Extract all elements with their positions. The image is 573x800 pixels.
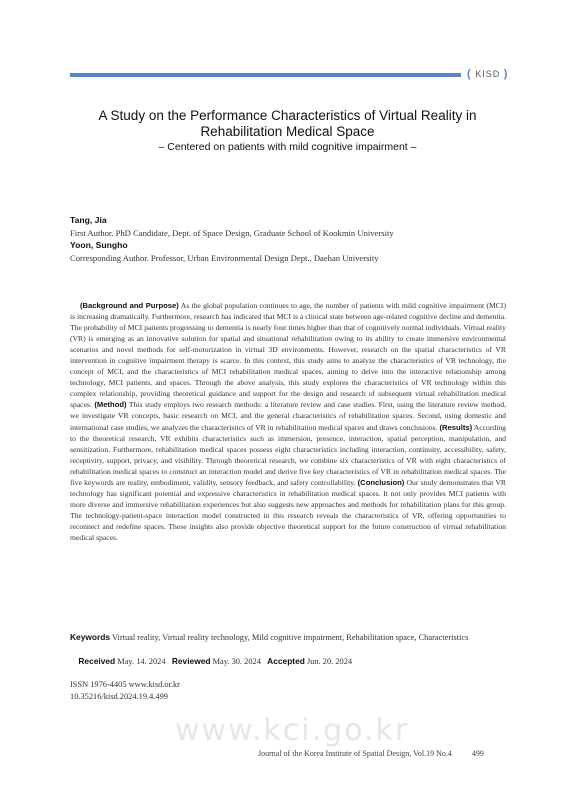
abstract-heading-method: (Method) xyxy=(94,400,127,410)
author-affiliation: First Author. PhD Candidate, Dept. of Space Design, Graduate School of Kookmin University xyxy=(70,227,394,238)
abstract-heading-background: (Background and Purpose) xyxy=(80,301,179,310)
abstract-background-text: As the global population continues to age, the number of patients with mild cognitive impairment (MCI) is increasing dramatically. Furthermore, research has indicated that MCI is a clinical state between age-related cognitive decline and dementia. The probability of MCI patients progressing to dementia is nearly four times higher than that of cognitively normal individuals. Virtual reality (VR) is emerging as an innovative solution for spatial and situational rehabilitation owing to its ability to create immersive environmental scenarios and novel methods for self-motorization in virtual 3D environments. However, research on the spatial characteristics of VR intervention in cognitive impairment therapy is scarce. In this context, this study aims to analyze the characteristics of VR technology, the concept of MCI, and the characteristics of MCI rehabilitation medical spaces, aiming to delve into the interactive relationship among technology, MCI patients, and spaces. Through the above analysis, this study explores the characteristics of VR technology within this complex relationship, providing theoretical guidance and support for the design and research of subsequent virtual rehabilitation medical spaces. xyxy=(70,301,506,410)
logo-bracket-close: ) xyxy=(503,68,509,80)
page-number: 499 xyxy=(471,749,484,758)
dates-line xyxy=(70,644,510,679)
author-name: Tang, Jia xyxy=(70,215,107,225)
author-block xyxy=(70,214,510,264)
keywords-text: Virtual reality, Virtual reality technology, Mild cognitive impairment, Rehabilitation space, Characteristics xyxy=(110,633,469,642)
watermark: www.kci.go.kr xyxy=(175,713,410,748)
accepted-label: Accepted xyxy=(267,655,305,666)
abstract-conclusion-text: Our study demonstrates that VR technology has significant potential and expressive characteristics in rehabilitation medical spaces. It not only provides MCI patients with more diverse and immersive rehabilitation experiences but also suggests new approaches and methods for rehabilitation plans for this group. The technology-patient-space interaction model constructed in this research reveals the characteristics of VR, offering opportunities to reconnect and redefine spaces. These insights also provide objective theoretical support for the future construction of virtual rehabilitation medical spaces. xyxy=(70,477,506,542)
doi-line: 10.35216/kisd.2024.19.4.499 xyxy=(70,691,168,701)
paper-subtitle: – Centered on patients with mild cognitive impairment – xyxy=(158,141,417,153)
reviewed-date: May. 30. 2024 xyxy=(210,656,268,666)
abstract-heading-results: (Results) xyxy=(439,422,473,432)
footer-journal: Journal of the Korea Institute of Spatial Design, Vol.19 No.4 xyxy=(258,749,452,758)
paper-title: A Study on the Performance Characteristics of Virtual Reality in Rehabilitation Medical Space xyxy=(98,108,477,139)
keywords-label: Keywords xyxy=(70,632,111,642)
author-affiliation: Corresponding Author. Professor, Urban Environmental Design Dept., Daehan University xyxy=(70,252,379,263)
logo-text: KISD xyxy=(475,69,501,79)
logo-bracket-open: ( xyxy=(467,68,472,80)
article-meta xyxy=(70,632,510,703)
page-footer xyxy=(258,749,484,758)
accepted-date: Jun. 20. 2024 xyxy=(304,656,353,666)
abstract-method-text: This study employs two research methods: a literature review and case studies. First, using the literature review method, we investigate VR concepts, basic research on MCI, and the general characteristics of rehabilitation spaces. Second, using domestic and international case studies, we analyzes the characteristics of VR in rehabilitation medical spaces and draws conclusions. xyxy=(70,400,506,432)
received-date: May. 14. 2024 xyxy=(115,656,172,666)
reviewed-label: Reviewed xyxy=(171,655,211,666)
received-label: Received xyxy=(78,655,116,666)
keywords-line xyxy=(70,632,510,644)
abstract-heading-conclusion: (Conclusion) xyxy=(357,477,405,487)
author-name: Yoon, Sungho xyxy=(70,240,128,250)
abstract-results-text: According to the theoretical research, VR exhibits characteristics such as immersion, presence, interaction, spatial perception, manipulation, and sensitization. Furthermore, rehabilitation medical spaces possess eight characteristics including interaction, continuity, accessibility, safety, receptivity, support, privacy, and visibility. Through theoretical research, we combine six characteristics of VR with eight characteristics of rehabilitation medical spaces to construct an interaction model and derive five key characteristics of VR in rehabilitation medical spaces. The five keywords are reality, embodiment, validity, sensory feedback, and safety controllability. xyxy=(70,422,506,487)
issn-line: ISSN 1976-4405 www.kisd.or.kr xyxy=(70,680,180,690)
journal-logo xyxy=(467,68,508,80)
abstract xyxy=(70,300,506,543)
header-rule xyxy=(70,73,461,77)
